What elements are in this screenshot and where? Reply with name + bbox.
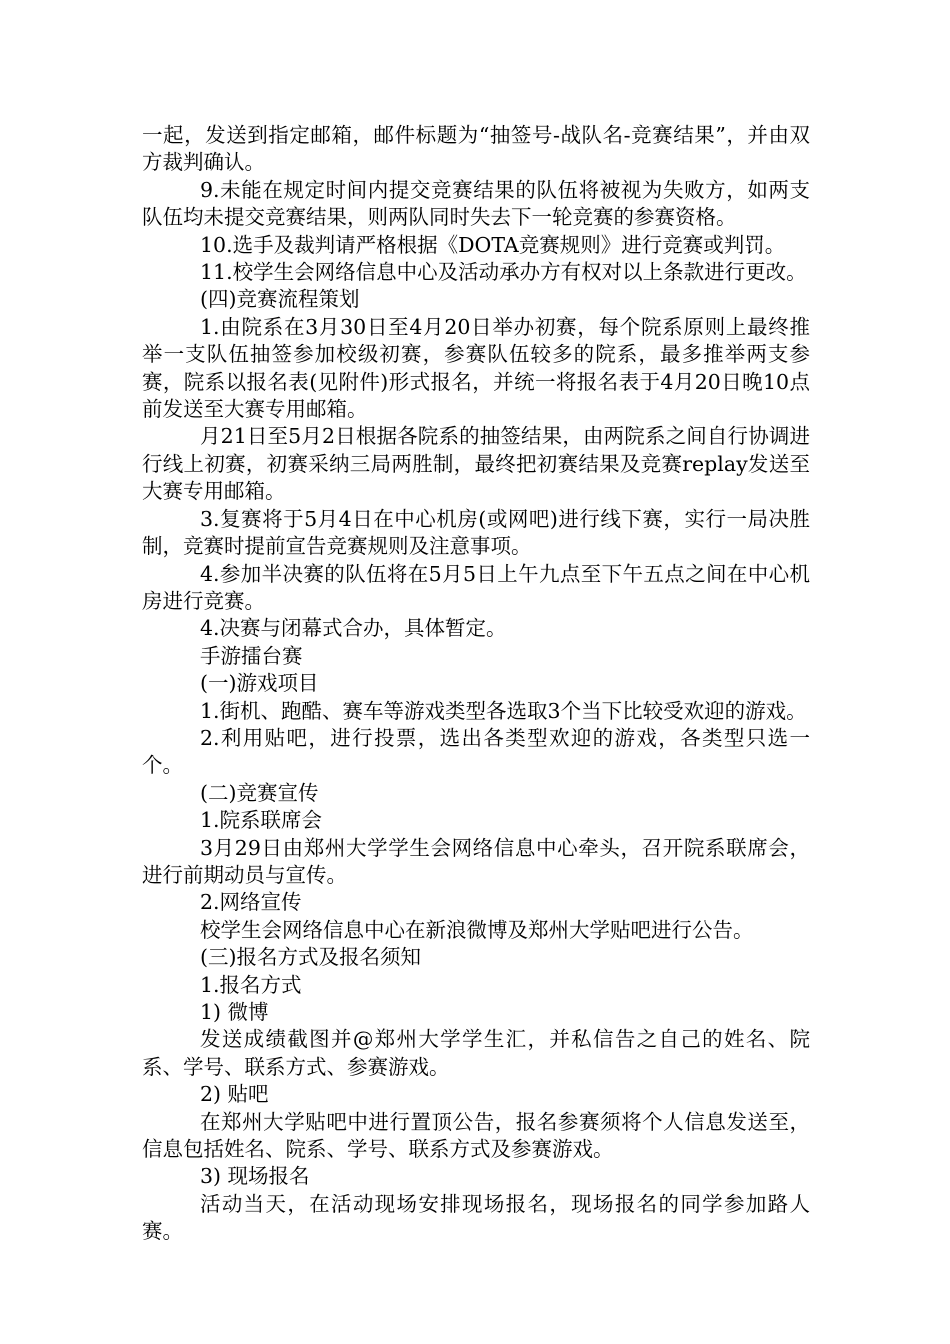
paragraph: 10.选手及裁判请严格根据《DOTA竞赛规则》进行竞赛或判罚。 [200, 232, 786, 257]
paragraph: 在郑州大学贴吧中进行置顶公告，报名参赛须将个人信息发送至，信息包括姓名、院系、学号、联系方式及参赛游戏。 [142, 1109, 810, 1162]
subheading: 1.院系联席会 [200, 808, 323, 833]
document-page [142, 122, 810, 1246]
subheading: 2.网络宣传 [200, 890, 302, 915]
paragraph: 3月29日由郑州大学学生会网络信息中心牵头，召开院系联席会，进行前期动员与宣传。 [142, 835, 810, 887]
section-heading: (二)竞赛宣传 [200, 780, 319, 805]
paragraph: 4.决赛与闭幕式合办，具体暂定。 [200, 616, 507, 641]
paragraph: 9.未能在规定时间内提交竞赛结果的队伍将被视为失败方，如两支队伍均未提交竞赛结果，则两队同时失去下一轮竞赛的参赛资格。 [142, 177, 810, 230]
section-heading: (一)游戏项目 [200, 671, 319, 696]
paragraph: 4.参加半决赛的队伍将在5月5日上午九点至下午五点之间在中心机房进行竞赛。 [142, 561, 810, 613]
section-heading: (四)竞赛流程策划 [200, 287, 360, 312]
list-item-label: 3) 现场报名 [200, 1164, 310, 1189]
paragraph: 月21日至5月2日根据各院系的抽签结果，由两院系之间自行协调进行线上初赛，初赛采纳三局两胜制，最终把初赛结果及竞赛replay发送至大赛专用邮箱。 [142, 424, 810, 504]
paragraph: 1.由院系在3月30日至4月20日举办初赛，每个院系原则上最终推举一支队伍抽签参加校级初赛，参赛队伍较多的院系，最多推举两支参赛，院系以报名表(见附件)形式报名，并统一将报名表于4月20日晚10点前发送至大赛专用邮箱。 [142, 314, 810, 422]
section-heading: (三)报名方式及报名须知 [200, 945, 421, 970]
paragraph: 2.利用贴吧，进行投票，选出各类型欢迎的游戏，各类型只选一个。 [142, 725, 810, 778]
paragraph: 3.复赛将于5月4日在中心机房(或网吧)进行线下赛，实行一局决胜制，竞赛时提前宣告竞赛规则及注意事项。 [142, 506, 810, 559]
list-item-label: 1) 微博 [200, 1000, 269, 1024]
section-heading: 手游擂台赛 [200, 643, 303, 668]
paragraph: 活动当天，在活动现场安排现场报名，现场报名的同学参加路人赛。 [142, 1191, 810, 1244]
subheading: 1.报名方式 [200, 972, 302, 997]
paragraph: 1.街机、跑酷、赛车等游戏类型各选取3个当下比较受欢迎的游戏。 [200, 698, 807, 723]
paragraph: 11.校学生会网络信息中心及活动承办方有权对以上条款进行更改。 [200, 260, 807, 285]
paragraph: 发送成绩截图并@郑州大学学生汇，并私信告之自己的姓名、院系、学号、联系方式、参赛游戏。 [142, 1027, 810, 1079]
paragraph: 一起，发送到指定邮箱，邮件标题为“抽签号-战队名-竞赛结果”，并由双方裁判确认。 [142, 123, 810, 175]
paragraph: 校学生会网络信息中心在新浪微博及郑州大学贴吧进行公告。 [200, 917, 754, 942]
list-item-label: 2) 贴吧 [200, 1082, 269, 1107]
